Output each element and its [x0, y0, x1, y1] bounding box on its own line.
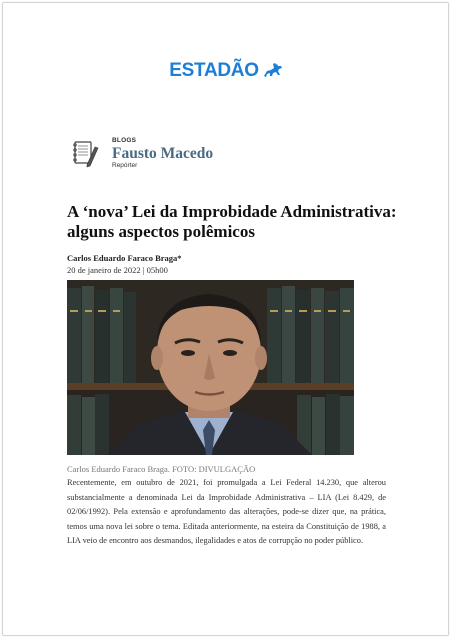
horse-rider-icon — [262, 62, 284, 80]
blog-kicker: BLOGS — [112, 137, 137, 144]
photo-caption: Carlos Eduardo Faraco Braga. FOTO: DIVULGAÇÃO — [67, 464, 256, 474]
notebook-icon — [70, 138, 100, 168]
estadao-logo[interactable]: ESTADÃO — [169, 60, 259, 81]
blog-name[interactable]: Fausto Macedo — [112, 145, 214, 162]
article-author: Carlos Eduardo Faraco Braga* — [67, 253, 182, 263]
author-photo-illustration — [67, 280, 354, 455]
article-body: Recentemente, em outubro de 2021, foi promulgada a Lei Federal 14.230, que alterou substancialmente a denominada Lei da Improbidade Administrativa – LIA (Lei 8.429, de 02/06/1992). Pela extensão e aprofundamento das alterações, pode-se dizer que, na prática, temos uma nova lei sobre o tema. Editada anteriormente, na esteira da Constituição de 1988, a LIA veio de encontro aos desmandos, ilegalidades e atos de corrupção no poder público. — [67, 478, 386, 545]
blog-role: Repórter — [112, 162, 138, 169]
blog-header[interactable] — [70, 137, 213, 169]
article-date: 20 de janeiro de 2022 | 05h00 — [67, 265, 168, 275]
author-photo — [67, 280, 354, 455]
masthead[interactable] — [0, 60, 453, 82]
article-title: A ‘nova’ Lei da Improbidade Administrativa: alguns aspectos polêmicos — [67, 202, 397, 241]
